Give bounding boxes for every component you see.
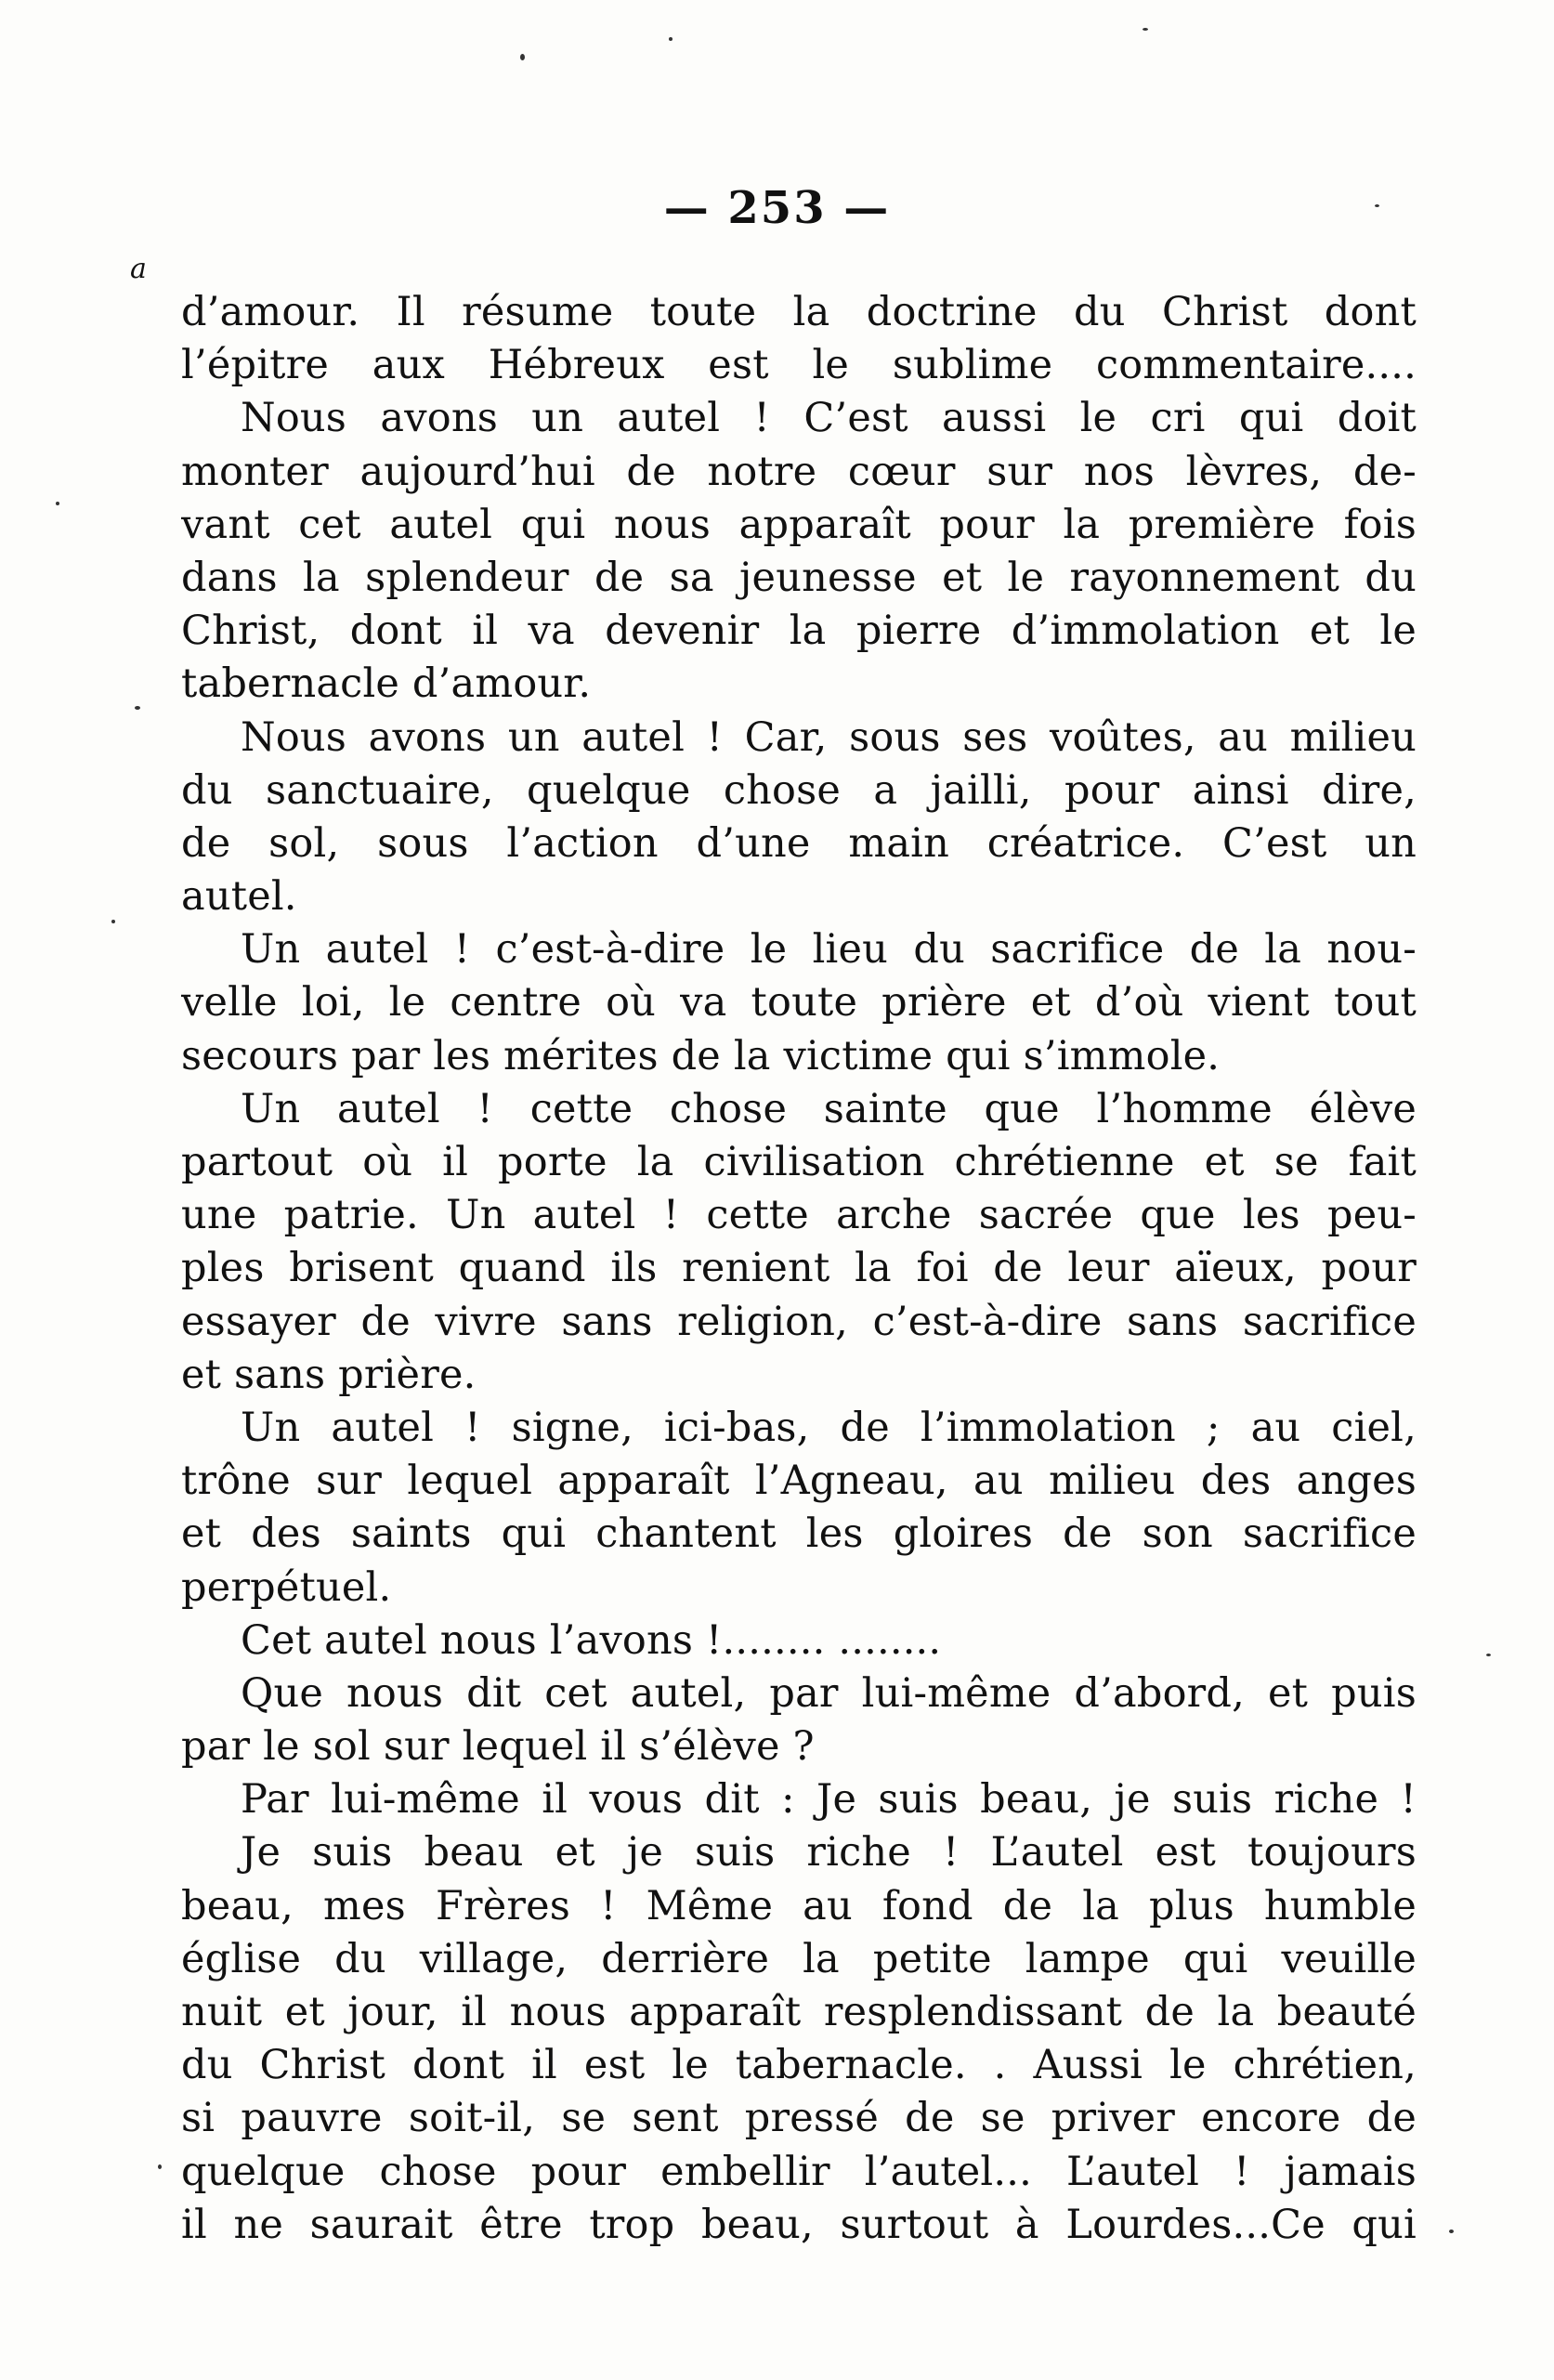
text-line: perpétuel.	[181, 1563, 392, 1611]
text-line: ples brisent quand ils renient la foi de leur aïeux, pour	[181, 1245, 1417, 1292]
scan-speck	[56, 502, 59, 505]
scan-speck	[1449, 2230, 1454, 2233]
text-line: Nous avons un autel ! C’est aussi le cri qui doit	[241, 395, 1417, 442]
scan-speck	[158, 2164, 162, 2169]
text-line: si pauvre soit-il, se sent pressé de se priver encore de	[181, 2095, 1417, 2142]
text-line: et des saints qui chantent les gloires de son sacrifice	[181, 1510, 1417, 1558]
text-line: du sanctuaire, quelque chose a jailli, pour ainsi dire,	[181, 766, 1417, 814]
text-line: Christ, dont il va devenir la pierre d’immolation et le	[181, 608, 1417, 655]
text-line: nuit et jour, il nous apparaît resplendissant de la beauté	[181, 1989, 1417, 2035]
body-text	[181, 286, 1417, 2252]
scan-speck	[135, 706, 140, 710]
text-line: d’amour. Il résume toute la doctrine du Christ dont	[181, 289, 1417, 335]
scan-speck	[111, 920, 115, 923]
text-line: partout où il porte la civilisation chrétienne et se fait	[181, 1139, 1417, 1185]
text-line: trône sur lequel apparaît l’Agneau, au milieu des anges	[181, 1458, 1417, 1505]
text-line: une patrie. Un autel ! cette arche sacrée que les peu-	[181, 1192, 1417, 1239]
text-line: l’épitre aux Hébreux est le sublime commentaire....	[181, 342, 1417, 389]
text-line: Je suis beau et je suis riche ! L’autel est toujours	[241, 1829, 1417, 1877]
text-line: du Christ dont il est le tabernacle. . Aussi le chrétien,	[181, 2042, 1417, 2089]
text-line: par le sol sur lequel il s’élève ?	[181, 1723, 815, 1771]
text-line: Un autel ! cette chose sainte que l’homme élève	[241, 1085, 1417, 1132]
text-line: vant cet autel qui nous apparaît pour la première fois	[181, 501, 1417, 548]
scan-speck	[520, 54, 525, 60]
text-line: tabernacle d’amour.	[181, 660, 592, 708]
text-line: et sans prière.	[181, 1351, 477, 1398]
text-line: Un autel ! c’est-à-dire le lieu du sacrifice de la nou-	[241, 926, 1417, 974]
text-line: autel.	[181, 873, 297, 921]
text-line: dans la splendeur de sa jeunesse et le rayonnement du	[181, 554, 1417, 601]
text-line: secours par les mérites de la victime qui s’immole.	[181, 1032, 1221, 1079]
text-line: église du village, derrière la petite lampe qui veuille	[181, 1935, 1417, 1982]
marginal-mark: a	[130, 253, 147, 285]
scan-speck	[669, 37, 673, 41]
text-line: Par lui-même il vous dit : Je suis beau, je suis riche !	[241, 1776, 1417, 1824]
text-line: beau, mes Frères ! Même au fond de la plus humble	[181, 1882, 1417, 1929]
scan-speck	[1375, 204, 1379, 207]
text-line: Que nous dit cet autel, par lui-même d’abord, et puis	[241, 1669, 1417, 1717]
text-line: monter aujourd’hui de notre cœur sur nos lèvres, de-	[181, 448, 1417, 495]
text-line: quelque chose pour embellir l’autel... L’autel ! jamais	[181, 2148, 1417, 2195]
text-line: essayer de vivre sans religion, c’est-à-dire sans sacrifice	[181, 1298, 1417, 1345]
page-number: — 253 —	[663, 182, 891, 234]
scan-speck	[1143, 28, 1148, 31]
text-line: de sol, sous l’action d’une main créatrice. C’est un	[181, 819, 1417, 867]
text-line: il ne saurait être trop beau, surtout à Lourdes...Ce qui	[181, 2201, 1417, 2248]
text-line: velle loi, le centre où va toute prière et d’où vient tout	[181, 979, 1417, 1027]
text-line: Cet autel nous l’avons !........ ........	[241, 1616, 942, 1664]
text-line: Un autel ! signe, ici-bas, de l’immolation ; au ciel,	[241, 1404, 1417, 1451]
scan-speck	[1486, 1654, 1491, 1656]
text-line: Nous avons un autel ! Car, sous ses voûtes, au milieu	[241, 713, 1417, 761]
